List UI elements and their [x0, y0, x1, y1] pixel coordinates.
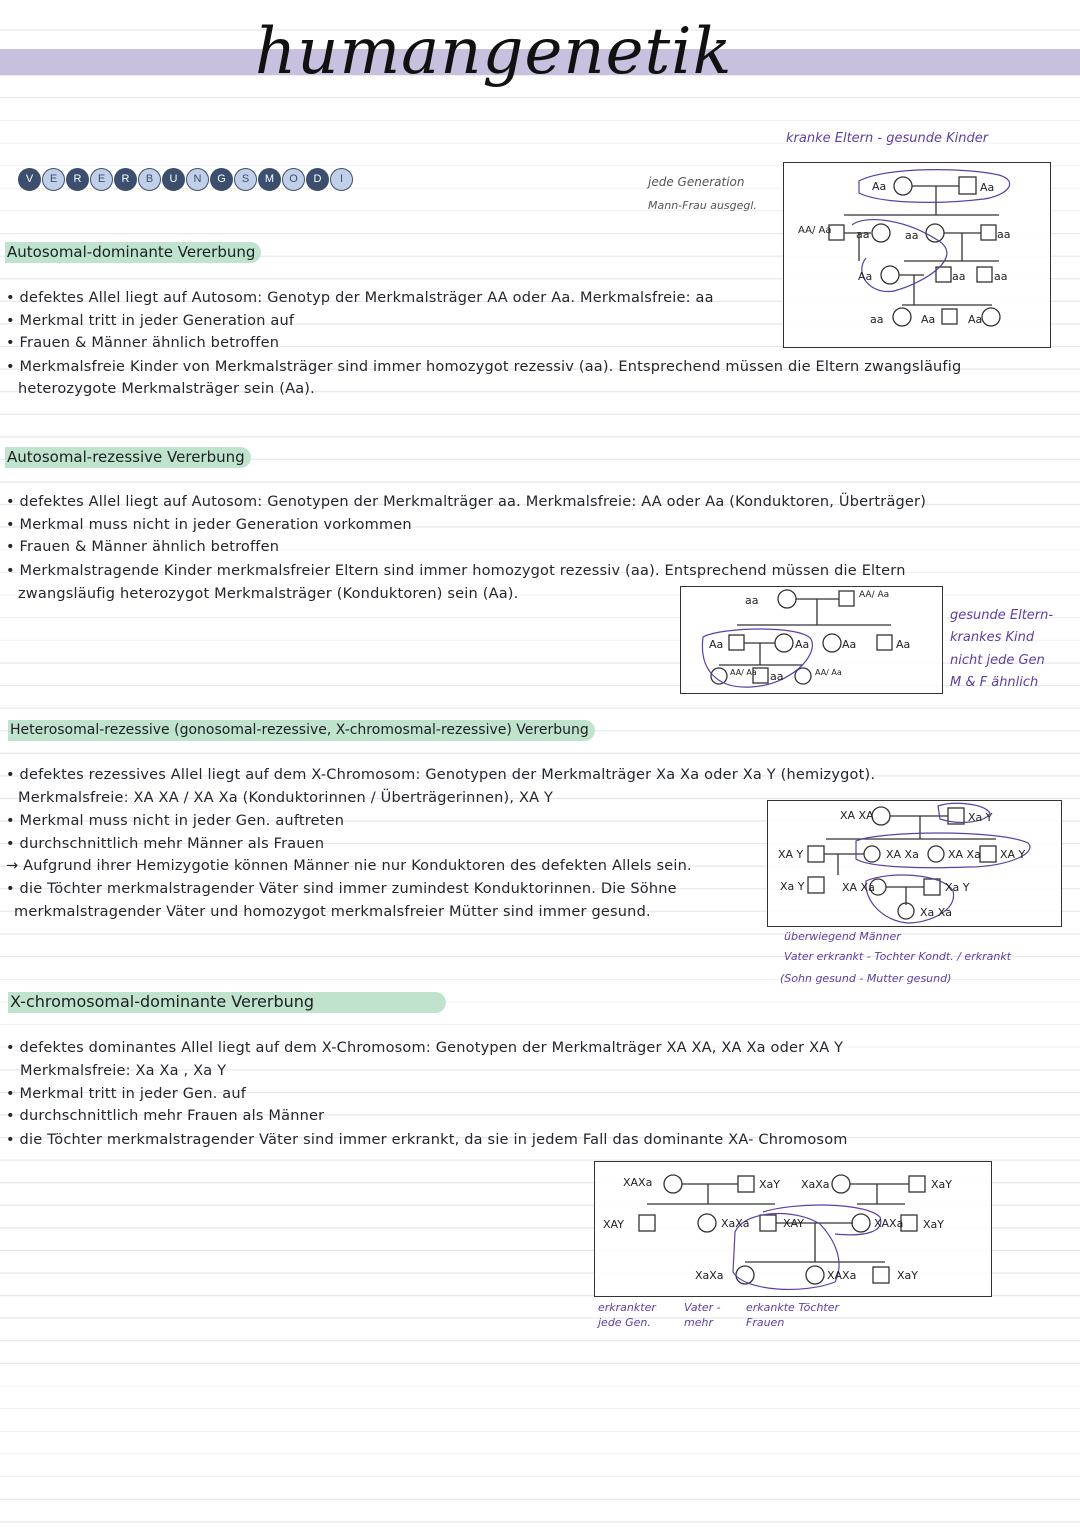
xd-line: Merkmalsfreie: Xa Xa , Xa Y: [20, 1063, 227, 1079]
vererbungsmodi-badges: [18, 168, 354, 191]
xr-line: • durchschnittlich mehr Männer als Frauen: [6, 836, 325, 852]
modi-letter: S: [234, 168, 257, 191]
xd-label: XaY: [931, 1178, 952, 1191]
xd-line: • durchschnittlich mehr Frauen als Männer: [6, 1108, 325, 1124]
section-heading-xd: X-chromosomal-dominante Vererbung: [8, 992, 446, 1013]
xd-line: • die Töchter merkmalstragender Väter sind immer erkrankt, da sie in jedem Fall das dominante XA- Chromosom: [6, 1132, 848, 1148]
xr-label: Xa Y: [780, 880, 805, 893]
modi-letter: U: [162, 168, 185, 191]
ad-line: • Frauen & Männer ähnlich betroffen: [6, 335, 280, 351]
xr-line: merkmalstragender Väter und homozygot merkmalsfreier Mütter sind immer gesund.: [14, 904, 651, 920]
xr-label: XA Y: [1000, 848, 1026, 861]
page-title: humangenetik: [255, 15, 733, 89]
xd-label: XaY: [923, 1218, 944, 1231]
section-heading-xr: Heterosomal-rezessive (gonosomal-rezessive, X-chromosmal-rezessive) Vererbung: [8, 720, 595, 741]
xd-label: XaY: [897, 1269, 918, 1282]
xd-pedigree-drawing: [595, 1162, 991, 1296]
ad-label: Aa: [858, 270, 873, 283]
ad-label: aa: [856, 228, 870, 241]
xr-line: Merkmalsfreie: XA XA / XA Xa (Konduktorinnen / Überträgerinnen), XA Y: [18, 790, 554, 806]
ad-line: • Merkmal tritt in jeder Generation auf: [6, 313, 295, 329]
xd-label: XAY: [783, 1217, 804, 1230]
modi-letter: E: [90, 168, 113, 191]
xr-note: (Sohn gesund - Mutter gesund): [780, 972, 952, 985]
ar-label: AA/ Aa: [859, 590, 890, 600]
xr-note: überwiegend Männer: [784, 930, 901, 943]
ar-label: aa: [770, 670, 784, 683]
modi-letter: N: [186, 168, 209, 191]
xr-line: • Merkmal muss nicht in jeder Gen. auftreten: [6, 813, 345, 829]
ad-label: Aa: [921, 313, 936, 326]
ad-note: Mann-Frau ausgegl.: [648, 199, 757, 212]
xr-label: XA Xa: [886, 848, 919, 861]
ar-line: • Frauen & Männer ähnlich betroffen: [6, 539, 280, 555]
ad-label: aa: [870, 313, 884, 326]
xr-label: XA Xa: [948, 848, 981, 861]
ad-label: aa: [997, 228, 1011, 241]
ar-label: Aa: [709, 638, 724, 651]
xd-line: • defektes dominantes Allel liegt auf dem X-Chromosom: Genotypen der Merkmalträger XA XA, XA Xa oder XA Y: [6, 1040, 844, 1056]
ad-label: aa: [952, 270, 966, 283]
ar-side-note: M & F ähnlich: [950, 675, 1039, 690]
xr-label: XA XA: [840, 809, 874, 822]
xd-label: XAXa: [623, 1176, 653, 1189]
xd-label: XaXa: [695, 1269, 724, 1282]
ad-line: heterozygote Merkmalsträger sein (Aa).: [18, 381, 315, 397]
xr-label: XA Xa: [842, 881, 875, 894]
section-heading-ad: Autosomal-dominante Vererbung: [5, 242, 261, 263]
xd-label: XAY: [603, 1218, 624, 1231]
xd-note: Vater - mehr: [684, 1301, 721, 1329]
modi-letter: R: [66, 168, 89, 191]
xd-note: erkankte Töchter Frauen: [746, 1301, 840, 1329]
ar-line: • Merkmalstragende Kinder merkmalsfreier Eltern sind immer homozygot rezessiv (aa). Entsprechend müssen die Eltern: [6, 563, 906, 579]
ar-pedigree: [680, 586, 943, 694]
xd-label: XaXa: [801, 1178, 830, 1191]
xr-label: Xa Y: [945, 881, 970, 894]
modi-letter: R: [114, 168, 137, 191]
ar-pedigree-drawing: [681, 587, 942, 693]
xr-line: • defektes rezessives Allel liegt auf dem X-Chromosom: Genotypen der Merkmalträger Xa Xa oder Xa Y (hemizygot).: [6, 767, 876, 783]
ar-side-note: krankes Kind: [950, 630, 1035, 645]
ad-pedigree-drawing: [784, 163, 1050, 347]
ad-label: AA/ Aa: [798, 225, 832, 236]
xd-label: XAXa: [874, 1217, 904, 1230]
ar-label: aa: [745, 594, 759, 607]
modi-letter: D: [306, 168, 329, 191]
xr-note: Vater erkrankt - Tochter Kondt. / erkrankt: [784, 950, 1012, 963]
ar-side-note: nicht jede Gen: [950, 653, 1045, 668]
modi-letter: E: [42, 168, 65, 191]
modi-letter: O: [282, 168, 305, 191]
ar-label: Aa: [896, 638, 911, 651]
xr-line: → Aufgrund ihrer Hemizygotie können Männer nie nur Konduktoren des defekten Allels sein.: [6, 858, 692, 874]
ar-line: • Merkmal muss nicht in jeder Generation vorkommen: [6, 517, 412, 533]
ad-note: jede Generation: [648, 175, 745, 189]
ar-label: Aa: [795, 638, 810, 651]
xr-line: • die Töchter merkmalstragender Väter sind immer zumindest Konduktorinnen. Die Söhne: [6, 881, 677, 897]
xr-label: Xa Y: [968, 811, 993, 824]
xd-pedigree: [594, 1161, 992, 1297]
section-heading-ar: Autosomal-rezessive Vererbung: [5, 447, 251, 468]
modi-letter: M: [258, 168, 281, 191]
xd-note: erkrankter jede Gen.: [598, 1301, 656, 1329]
xd-label: XAXa: [827, 1269, 857, 1282]
ar-side-note: gesunde Eltern-: [950, 608, 1054, 623]
modi-letter: B: [138, 168, 161, 191]
ad-label: Aa: [872, 180, 887, 193]
xd-line: • Merkmal tritt in jeder Gen. auf: [6, 1086, 247, 1102]
modi-letter: V: [18, 168, 41, 191]
ad-pedigree-caption: kranke Eltern - gesunde Kinder: [786, 131, 989, 146]
ar-label: Aa: [842, 638, 857, 651]
ad-label: Aa: [968, 313, 983, 326]
modi-letter: G: [210, 168, 233, 191]
ad-label: aa: [994, 270, 1008, 283]
xr-label: Xa Xa: [920, 906, 953, 919]
ar-label: AA/ Aa: [730, 668, 757, 677]
modi-letter: I: [330, 168, 353, 191]
xr-label: XA Y: [778, 848, 804, 861]
ad-label: Aa: [980, 181, 995, 194]
ar-line: • defektes Allel liegt auf Autosom: Genotypen der Merkmalträger aa. Merkmalsfreie: AA oder Aa (Konduktoren, Überträger): [6, 494, 927, 510]
xr-pedigree-drawing: [768, 801, 1061, 926]
ad-line: • defektes Allel liegt auf Autosom: Genotyp der Merkmalsträger AA oder Aa. Merkmalsfreie: aa: [6, 290, 714, 306]
ar-line: zwangsläufig heterozygot Merkmalsträger (Konduktoren) sein (Aa).: [18, 586, 519, 602]
ar-label: AA/ Aa: [815, 668, 842, 677]
ad-line: • Merkmalsfreie Kinder von Merkmalsträger sind immer homozygot rezessiv (aa). Entsprechend müssen die Eltern zwangsläufig: [6, 359, 962, 375]
xd-label: XaXa: [721, 1217, 750, 1230]
xd-label: XaY: [759, 1178, 780, 1191]
ad-label: aa: [905, 229, 919, 242]
ad-pedigree: [783, 162, 1051, 348]
xr-pedigree: [767, 800, 1062, 927]
